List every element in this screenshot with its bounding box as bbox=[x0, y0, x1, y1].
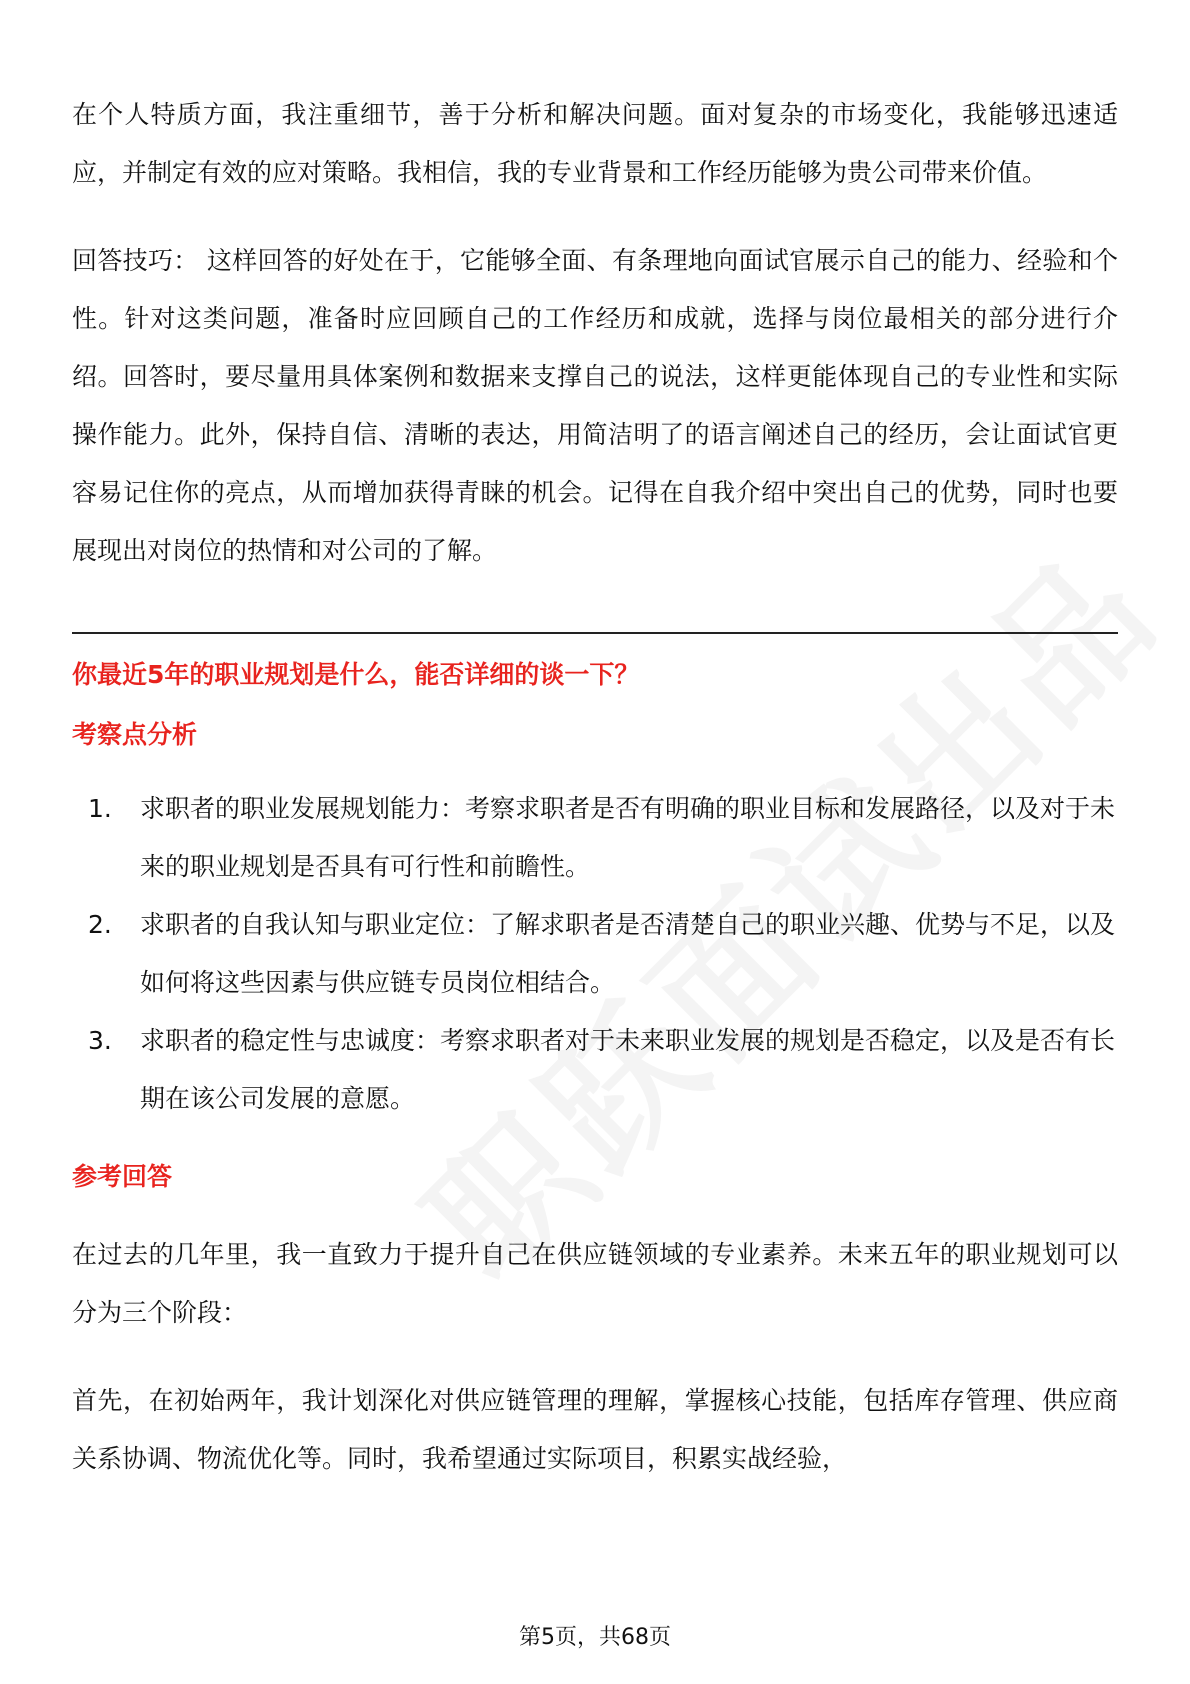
answer-paragraph: 在过去的几年里，我一直致力于提升自己在供应链领域的专业素养。未来五年的职业规划可以分为三个阶段： bbox=[72, 1240, 1118, 1327]
list-item-text: 求职者的自我认知与职业定位：了解求职者是否清楚自己的职业兴趣、优势与不足，以及如何将这些因素与供应链专员岗位相结合。 bbox=[140, 910, 1116, 997]
reference-heading: 参考回答 bbox=[72, 1162, 173, 1191]
page-content bbox=[72, 86, 1118, 1488]
analysis-heading: 考察点分析 bbox=[72, 720, 198, 749]
list-item-number: 3. bbox=[88, 1026, 112, 1055]
list-item bbox=[72, 780, 1118, 896]
analysis-points-list bbox=[72, 780, 1118, 1128]
intro-paragraph: 在个人特质方面，我注重细节，善于分析和解决问题。面对复杂的市场变化，我能够迅速适应，并制定有效的应对策略。我相信，我的专业背景和工作经历能够为贵公司带来价值。 bbox=[72, 100, 1118, 187]
list-item-number: 1. bbox=[88, 794, 112, 823]
answer-paragraph: 首先，在初始两年，我计划深化对供应链管理的理解，掌握核心技能，包括库存管理、供应商关系协调、物流优化等。同时，我希望通过实际项目，积累实战经验， bbox=[72, 1386, 1118, 1473]
list-item-text: 求职者的职业发展规划能力：考察求职者是否有明确的职业目标和发展路径，以及对于未来的职业规划是否具有可行性和前瞻性。 bbox=[140, 794, 1116, 881]
section-divider bbox=[72, 632, 1118, 634]
page-number-footer: 第5页，共68页 bbox=[519, 1625, 671, 1650]
list-item bbox=[72, 1012, 1118, 1128]
list-item-text: 求职者的稳定性与忠诚度：考察求职者对于未来职业发展的规划是否稳定，以及是否有长期在该公司发展的意愿。 bbox=[140, 1026, 1116, 1113]
list-item-number: 2. bbox=[88, 910, 112, 939]
list-item bbox=[72, 896, 1118, 1012]
question-title: 你最近5年的职业规划是什么，能否详细的谈一下？ bbox=[72, 660, 640, 689]
tips-paragraph: 回答技巧： 这样回答的好处在于，它能够全面、有条理地向面试官展示自己的能力、经验和个性。针对这类问题，准备时应回顾自己的工作经历和成就，选择与岗位最相关的部分进行介绍。回答时，要尽量用具体案例和数据来支撑自己的说法，这样更能体现自己的专业性和实际操作能力。此外，保持自信、清晰的表达，用简洁明了的语言阐述自己的经历，会让面试官更容易记住你的亮点，从而增加获得青睐的机会。记得在自我介绍中突出自己的优势，同时也要展现出对岗位的热情和对公司的了解。 bbox=[72, 246, 1118, 565]
